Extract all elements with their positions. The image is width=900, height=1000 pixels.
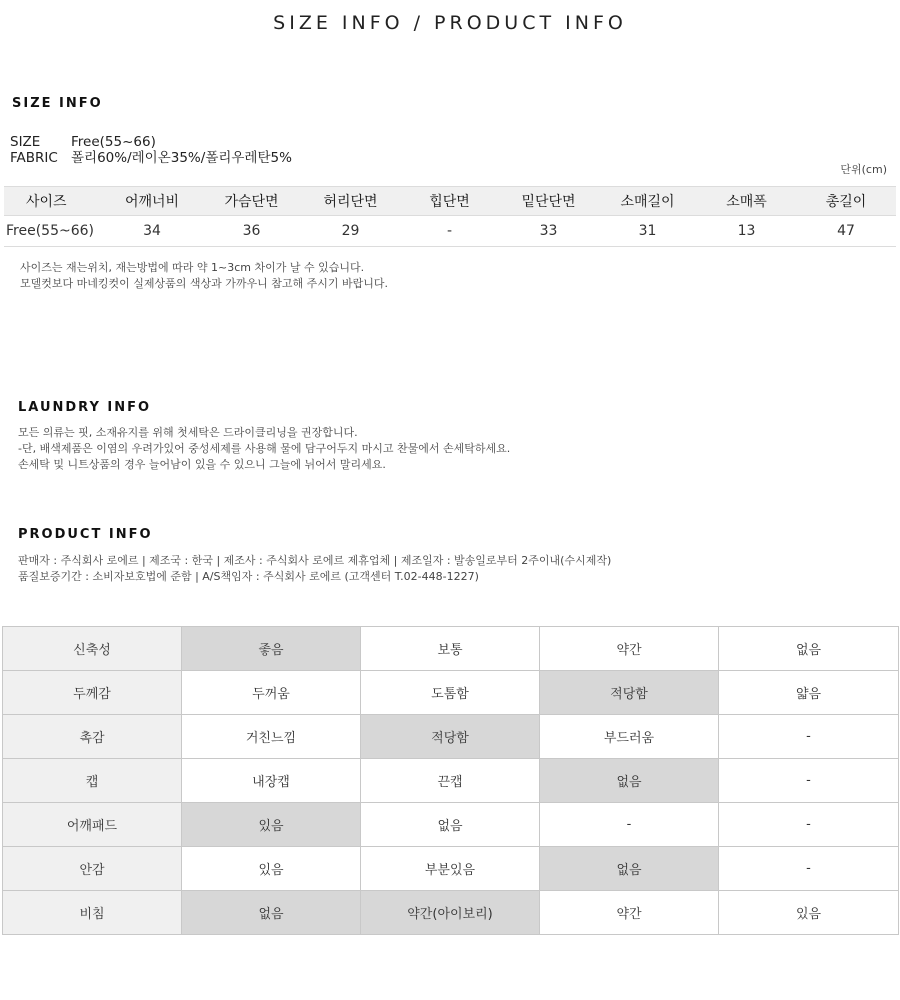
laundry-line: 손세탁 및 니트상품의 경우 늘어남이 있을 수 있으니 그늘에 뉘어서 말리세요. [18, 458, 386, 471]
property-option: 약간 [540, 891, 719, 935]
column-header: 허리단면 [301, 187, 400, 216]
size-value: Free(55~66) [71, 134, 156, 150]
spec-block [10, 134, 292, 166]
property-name: 신축성 [3, 627, 182, 671]
property-option: 끈캡 [361, 759, 540, 803]
property-option: 거친느낌 [182, 715, 361, 759]
property-option-selected: 약간(아이보리) [361, 891, 540, 935]
property-option: - [719, 759, 899, 803]
property-option: - [719, 715, 899, 759]
table-cell: Free(55~66) [4, 216, 102, 247]
size-table [4, 186, 896, 247]
property-option-selected: 있음 [182, 803, 361, 847]
table-cell: 33 [499, 216, 598, 247]
property-option: 부분있음 [361, 847, 540, 891]
property-row [3, 671, 899, 715]
property-row [3, 847, 899, 891]
column-header: 가슴단면 [202, 187, 301, 216]
property-row [3, 759, 899, 803]
property-option: - [540, 803, 719, 847]
product-info-heading: PRODUCT INFO [18, 527, 153, 542]
size-notes [20, 260, 388, 292]
laundry-line: 모든 의류는 핏, 소재유지를 위해 첫세탁은 드라이클리닝을 권장합니다. [18, 426, 358, 439]
property-name: 촉감 [3, 715, 182, 759]
table-cell: - [400, 216, 499, 247]
laundry-info-heading: LAUNDRY INFO [18, 400, 152, 415]
property-option: 있음 [182, 847, 361, 891]
property-row [3, 627, 899, 671]
page-title: SIZE INFO / PRODUCT INFO [273, 12, 627, 34]
properties-table [2, 626, 899, 935]
property-option-selected: 좋음 [182, 627, 361, 671]
property-option: - [719, 803, 899, 847]
table-cell: 34 [102, 216, 202, 247]
property-option: 부드러움 [540, 715, 719, 759]
unit-label: 단위(cm) [840, 163, 887, 176]
note-line: 사이즈는 재는위치, 재는방법에 따라 약 1~3cm 차이가 날 수 있습니다. [20, 261, 365, 274]
property-option: 약간 [540, 627, 719, 671]
property-name: 안감 [3, 847, 182, 891]
property-option: - [719, 847, 899, 891]
table-cell: 29 [301, 216, 400, 247]
product-line: 판매자 : 주식회사 로에르 | 제조국 : 한국 | 제조사 : 주식회사 로에르 제휴업체 | 제조일자 : 발송일로부터 2주이내(수시제작) [18, 554, 612, 567]
property-option: 두꺼움 [182, 671, 361, 715]
column-header: 소매폭 [697, 187, 796, 216]
property-option: 내장캡 [182, 759, 361, 803]
column-header: 총길이 [796, 187, 896, 216]
size-label: SIZE [10, 134, 41, 150]
fabric-value: 폴리60%/레이온35%/폴리우레탄5% [71, 150, 292, 166]
table-cell: 47 [796, 216, 896, 247]
property-option-selected: 없음 [540, 759, 719, 803]
laundry-notes [18, 425, 510, 473]
column-header: 사이즈 [4, 187, 102, 216]
property-name: 두께감 [3, 671, 182, 715]
table-row [4, 216, 896, 247]
property-option: 도톰함 [361, 671, 540, 715]
property-option-selected: 없음 [182, 891, 361, 935]
column-header: 밑단단면 [499, 187, 598, 216]
table-cell: 36 [202, 216, 301, 247]
spec-size-row [10, 134, 292, 150]
property-option-selected: 없음 [540, 847, 719, 891]
property-option-selected: 적당함 [540, 671, 719, 715]
property-row [3, 803, 899, 847]
table-cell: 13 [697, 216, 796, 247]
property-option: 있음 [719, 891, 899, 935]
property-name: 비침 [3, 891, 182, 935]
property-name: 캡 [3, 759, 182, 803]
column-header: 어깨너비 [102, 187, 202, 216]
property-row [3, 891, 899, 935]
spec-fabric-row [10, 150, 292, 166]
property-option: 없음 [719, 627, 899, 671]
property-option: 보통 [361, 627, 540, 671]
product-notes [18, 553, 611, 585]
table-cell: 31 [598, 216, 697, 247]
column-header: 소매길이 [598, 187, 697, 216]
size-info-heading: SIZE INFO [12, 96, 103, 111]
note-line: 모델컷보다 마네킹컷이 실제상품의 색상과 가까우니 참고해 주시기 바랍니다. [20, 277, 389, 290]
property-option: 얇음 [719, 671, 899, 715]
property-option-selected: 적당함 [361, 715, 540, 759]
size-table-header [4, 187, 896, 216]
property-row [3, 715, 899, 759]
product-line: 품질보증기간 : 소비자보호법에 준함 | A/S책임자 : 주식회사 로에르 (고객센터 T.02-448-1227) [18, 570, 479, 583]
property-name: 어깨패드 [3, 803, 182, 847]
property-option: 없음 [361, 803, 540, 847]
fabric-label: FABRIC [10, 150, 58, 166]
laundry-line: -단, 배색제품은 이염의 우려가있어 중성세제를 사용해 물에 담구어두지 마시고 찬물에서 손세탁하세요. [18, 442, 511, 455]
column-header: 힙단면 [400, 187, 499, 216]
